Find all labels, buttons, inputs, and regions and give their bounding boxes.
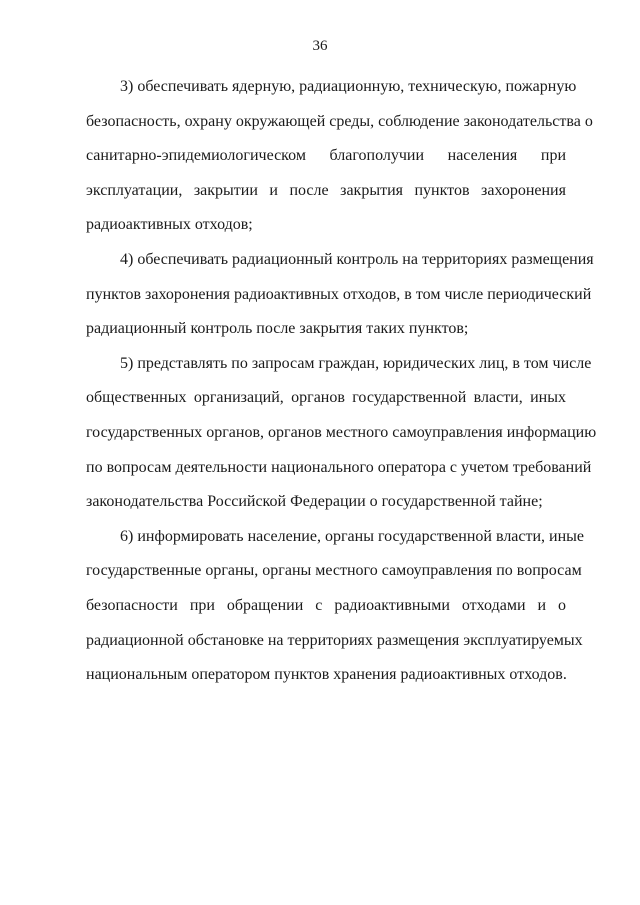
word: радиоактивными [334,596,450,614]
word: о [558,596,566,614]
word: после [289,181,329,199]
word: при [540,147,566,165]
text-line: радиационной обстановке на территориях размещения эксплуатируемых [86,631,583,649]
paragraph [86,347,597,520]
word: благополучии [329,147,425,165]
text-line [86,139,566,174]
word: и [537,596,547,614]
word: иных [530,389,566,407]
text-line: национальным оператором пунктов хранения радиоактивных отходов. [86,666,567,684]
document-body [86,70,597,693]
word: безопасности [86,596,178,614]
text-line: радиоактивных отходов; [86,216,253,234]
paragraph [86,243,594,347]
text-line: радиационный контроль после закрытия таких пунктов; [86,320,469,338]
text-line: 4) обеспечивать радиационный контроль на территориях размещения [120,250,594,268]
word: закрытии [193,181,258,199]
word: при [189,596,215,614]
text-line: безопасность, охрану окружающей среды, соблюдение законодательства о [86,112,593,130]
text-line: государственных органов, органов местного самоуправления информацию [86,423,597,441]
paragraph [86,70,593,243]
word: государственной [352,389,467,407]
word: пунктов [414,181,470,199]
word: общественных [86,389,187,407]
text-line: 3) обеспечивать ядерную, радиационную, техническую, пожарную [120,78,577,95]
word: эксплуатации, [86,181,183,199]
text-line: государственные органы, органы местного самоуправления по вопросам [86,562,582,580]
word: населения [447,147,518,165]
word: органов [291,389,345,407]
word: с [315,596,323,614]
text-line: по вопросам деятельности национального оператора с учетом требований [86,458,592,476]
word: санитарно-эпидемиологическом [86,147,306,165]
text-line: законодательства Российской Федерации о государственной тайне; [86,493,543,511]
text-line: 6) информировать население, органы государственной власти, иные [120,527,585,545]
word: и [269,181,278,199]
word: власти, [473,389,523,407]
paragraph [86,520,585,693]
word: закрытия [340,181,403,199]
text-line [86,381,566,416]
word: захоронения [481,181,566,199]
text-line [86,174,566,209]
word: обращении [226,596,304,614]
text-line [86,589,566,624]
text-line: пунктов захоронения радиоактивных отходов, в том числе периодический [86,285,592,303]
page-number: 36 [312,38,328,54]
word: организаций, [193,389,284,407]
word: отходами [461,596,526,614]
text-line: 5) представлять по запросам граждан, юридических лиц, в том числе [120,354,592,372]
